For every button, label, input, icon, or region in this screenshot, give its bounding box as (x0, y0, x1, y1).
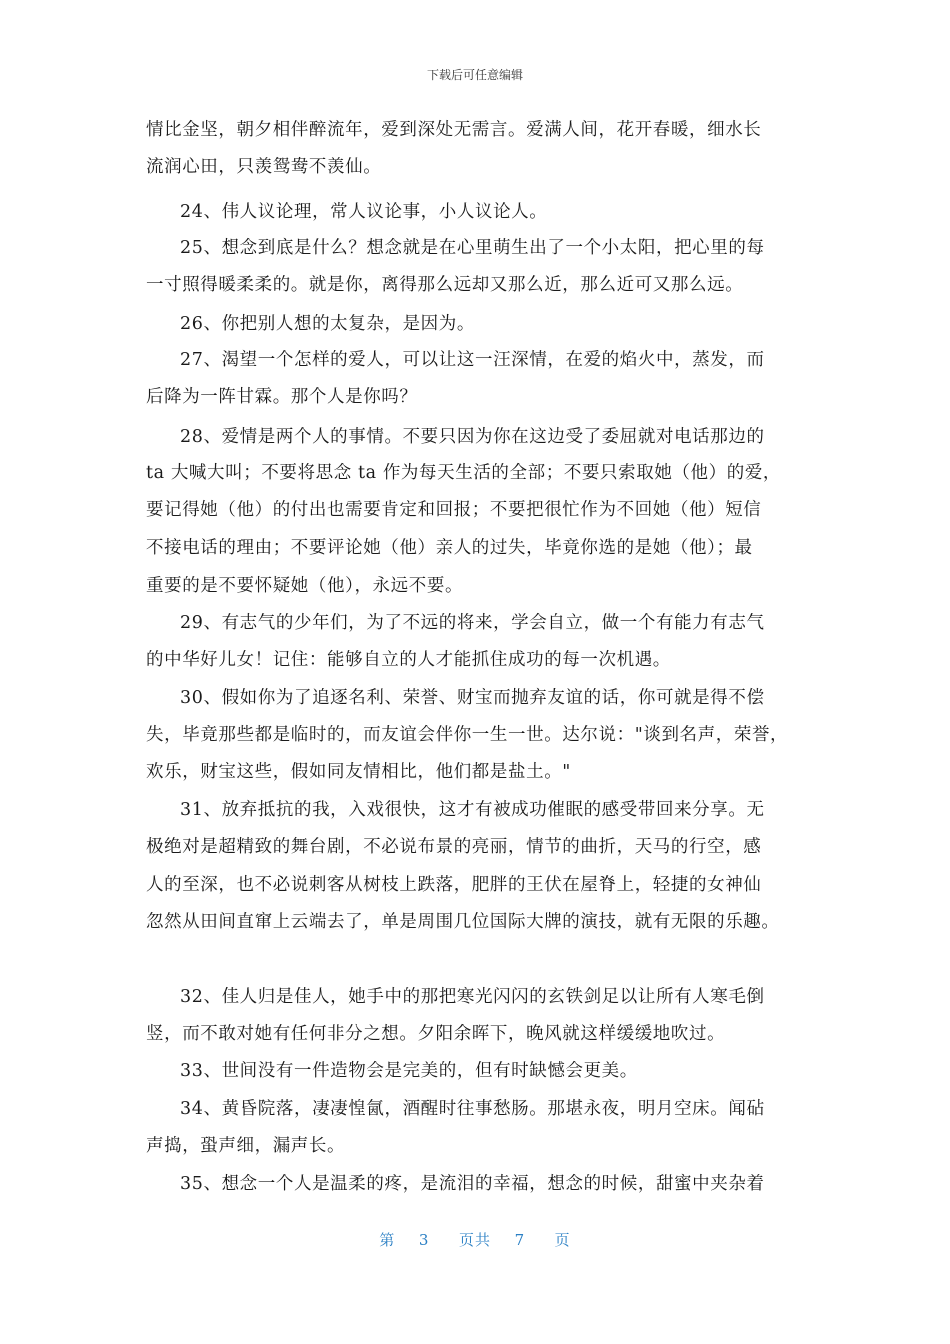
text-line: 失，毕竟那些都是临时的，而友谊会伴你一生一世。达尔说："谈到名声，荣誉， (146, 725, 789, 745)
text-line: 30、假如你为了追逐名利、荣誉、财宝而抛弃友谊的话，你可就是得不偿 (180, 688, 765, 708)
text-line: 忽然从田间直窜上云端去了，单是周围几位国际大牌的演技，就有无限的乐趣。 (146, 912, 780, 932)
text-line: 重要的是不要怀疑她（他），永远不要。 (146, 576, 464, 596)
text-line: 29、有志气的少年们，为了不远的将来，学会自立，做一个有能力有志气 (180, 613, 765, 633)
text-line: 后降为一阵甘霖。那个人是你吗？ (146, 387, 418, 407)
text-line: 34、黄昏院落，凄凄惶氤，酒醒时往事愁肠。那堪永夜，明月空床。闻砧 (180, 1099, 765, 1119)
text-line: 28、爱情是两个人的事情。不要只因为你在这边受了委屈就对电话那边的 (180, 427, 765, 447)
page-footer (0, 1229, 950, 1250)
text-line: 27、渴望一个怎样的爱人，可以让这一汪深情，在爱的焰火中，蒸发，而 (180, 350, 765, 370)
text-line: 25、想念到底是什么？想念就是在心里萌生出了一个小太阳，把心里的每 (180, 238, 765, 258)
footer-end-label: 页 (554, 1231, 571, 1249)
text-line: 一寸照得暖柔柔的。就是你，离得那么远却又那么近，那么近可又那么远。 (146, 275, 744, 295)
text-line: 人的至深，也不必说刺客从树枝上跌落，肥胖的王伏在屋脊上，轻捷的女神仙 (146, 875, 762, 895)
text-line: 不接电话的理由；不要评论她（他）亲人的过失，毕竟你选的是她（他）；最 (146, 538, 753, 558)
text-line: 欢乐，财宝这些，假如同友情相比，他们都是盐土。" (146, 762, 571, 782)
text-line: 26、你把别人想的太复杂，是因为。 (180, 314, 475, 334)
footer-total-pages: 7 (514, 1231, 526, 1249)
text-line: 竖，而不敢对她有任何非分之想。夕阳余晖下，晚风就这样缓缓地吹过。 (146, 1024, 726, 1044)
text-line: 要记得她（他）的付出也需要肯定和回报；不要把很忙作为不回她（他）短信 (146, 500, 762, 520)
text-line: 32、佳人归是佳人，她手中的那把寒光闪闪的玄铁剑足以让所有人寒毛倒 (180, 987, 765, 1007)
text-line: 声捣，蛩声细，漏声长。 (146, 1136, 346, 1156)
footer-current-page: 3 (418, 1231, 430, 1249)
page-header: 下载后可任意编辑 (426, 68, 523, 82)
text-line: ta 大喊大叫；不要将思念 ta 作为每天生活的全部；不要只索取她（他）的爱， (146, 463, 782, 483)
text-line: 的中华好儿女！记住：能够自立的人才能抓住成功的每一次机遇。 (146, 650, 671, 670)
text-line: 24、伟人议论理，常人议论事，小人议论人。 (180, 202, 548, 222)
text-line: 极绝对是超精致的舞台剧，不必说布景的亮丽，情节的曲折，天马的行空，感 (146, 837, 762, 857)
text-line: 35、想念一个人是温柔的疼，是流泪的幸福，想念的时候，甜蜜中夹杂着 (180, 1174, 765, 1194)
text-line: 33、世间没有一件造物会是完美的，但有时缺憾会更美。 (180, 1061, 638, 1081)
text-line: 情比金坚，朝夕相伴醉流年，爱到深处无需言。爱满人间，花开春暖，细水长 (146, 120, 762, 140)
text-line: 31、放弃抵抗的我，入戏很快，这才有被成功催眠的感受带回来分享。无 (180, 800, 765, 820)
footer-middle-label: 页共 (458, 1231, 491, 1249)
text-line: 流润心田，只羡鸳鸯不羡仙。 (146, 157, 382, 177)
footer-page-label: 第 (379, 1231, 396, 1249)
